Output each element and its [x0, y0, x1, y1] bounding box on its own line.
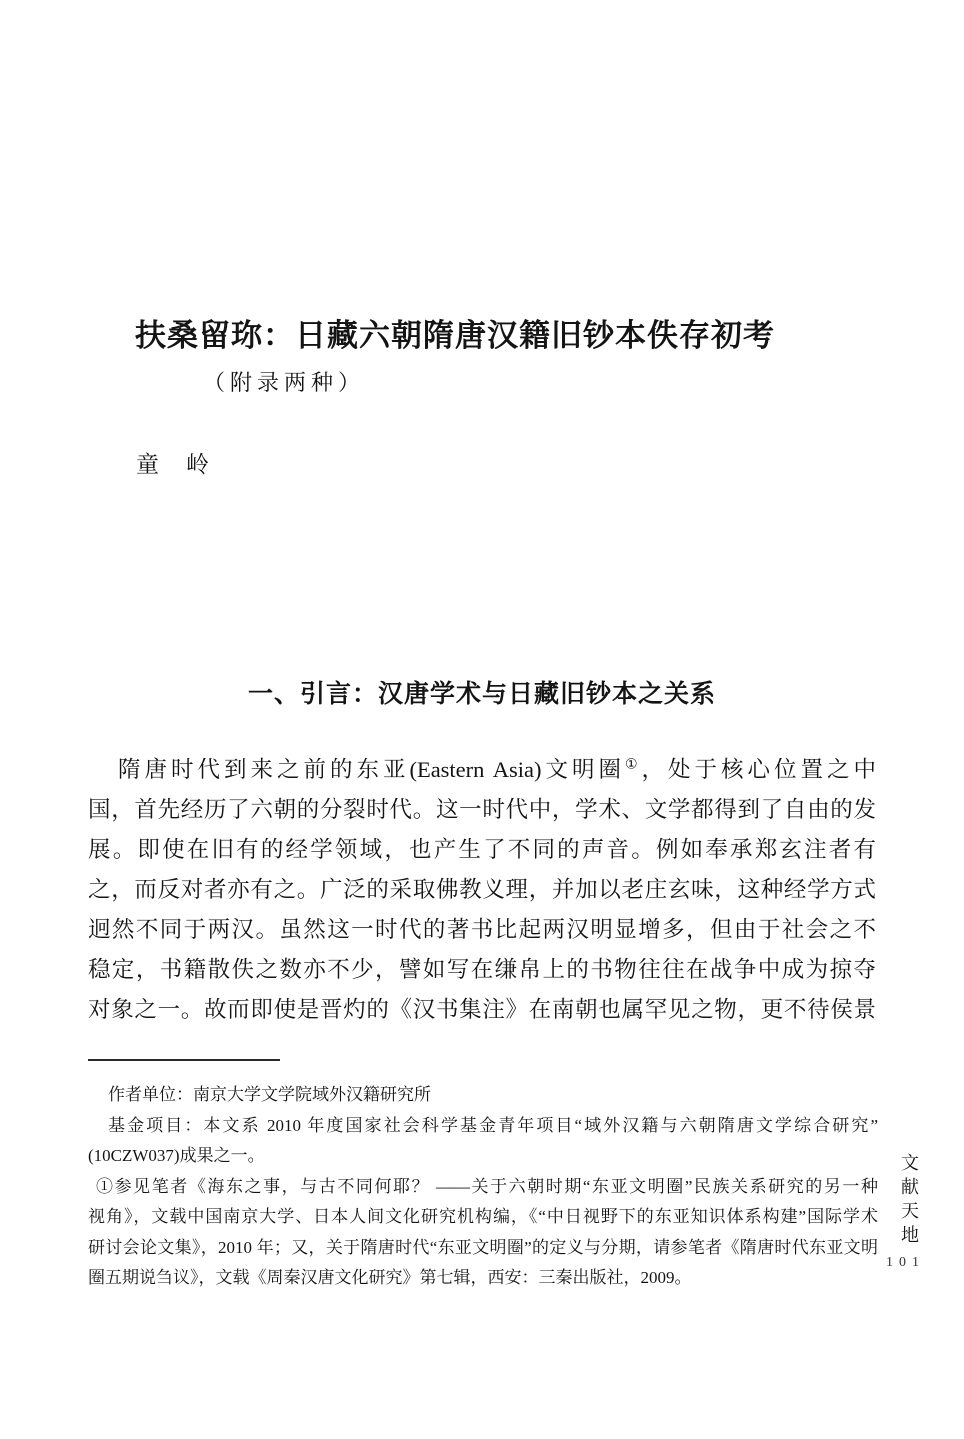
- journal-column-label: 文献天地: [899, 1153, 919, 1249]
- page-number: 101: [886, 1255, 925, 1270]
- body-line-text: ，处于核心位置之中: [641, 757, 876, 782]
- body-line: 国，首先经历了六朝的分裂时代。这一时代中，学术、文学都得到了自由的发: [88, 797, 876, 822]
- body-line: 对象之一。故而即使是晋灼的《汉书集注》在南朝也属罕见之物，更不待侯景: [88, 997, 876, 1022]
- footnote-1-line: ①参见笔者《海东之事，与古不同何耶？ ——关于六朝时期“东亚文明圈”民族关系研究的另一种: [96, 1176, 878, 1196]
- body-line: 之，而反对者亦有之。广泛的采取佛教义理，并加以老庄玄味，这种经学方式: [88, 877, 876, 902]
- body-line: 稳定，书籍散佚之数亦不少，譬如写在缣帛上的书物往往在战争中成为掠夺: [88, 957, 876, 982]
- article-subtitle: （附录两种）: [203, 370, 366, 395]
- section-heading: 一、引言：汉唐学术与日藏旧钞本之关系: [247, 680, 716, 708]
- body-line-text: 隋唐时代到来之前的东亚(Eastern Asia)文明圈: [118, 757, 626, 782]
- footnote-affiliation: 作者单位：南京大学文学院域外汉籍研究所: [108, 1085, 431, 1104]
- footnote-1-line: 研讨会论文集》，2010 年；又，关于隋唐时代“东亚文明圈”的定义与分期，请参笔者《隋唐时代东亚文明: [88, 1237, 878, 1257]
- footnote-funding-line: 基金项目：本文系 2010 年度国家社会科学基金青年项目“域外汉籍与六朝隋唐文学综合研究”: [108, 1115, 878, 1135]
- footnote-1-line: 圈五期说刍议》，文载《周秦汉唐文化研究》第七辑，西安：三秦出版社，2009。: [88, 1268, 692, 1287]
- footnote-funding-line: (10CZW037)成果之一。: [88, 1146, 265, 1165]
- body-line: [88, 750, 876, 790]
- body-line: 展。即使在旧有的经学领域，也产生了不同的声音。例如奉承郑玄注者有: [88, 837, 876, 862]
- body-paragraph: [88, 750, 876, 1030]
- footnote-reference-mark: ①: [625, 757, 642, 773]
- footnotes-block: [88, 1080, 878, 1294]
- footnote-separator-rule: [88, 1059, 280, 1061]
- article-title: 扶桑留珎：日藏六朝隋唐汉籍旧钞本佚存初考: [135, 318, 775, 353]
- article-author: 童 岭: [136, 452, 211, 477]
- body-line: 迥然不同于两汉。虽然这一时代的著书比起两汉明显增多，但由于社会之不: [88, 917, 876, 942]
- footnote-1-line: 视角》，文载中国南京大学、日本人间文化研究机构编，《“中日视野下的东亚知识体系构建”国际学术: [88, 1207, 878, 1226]
